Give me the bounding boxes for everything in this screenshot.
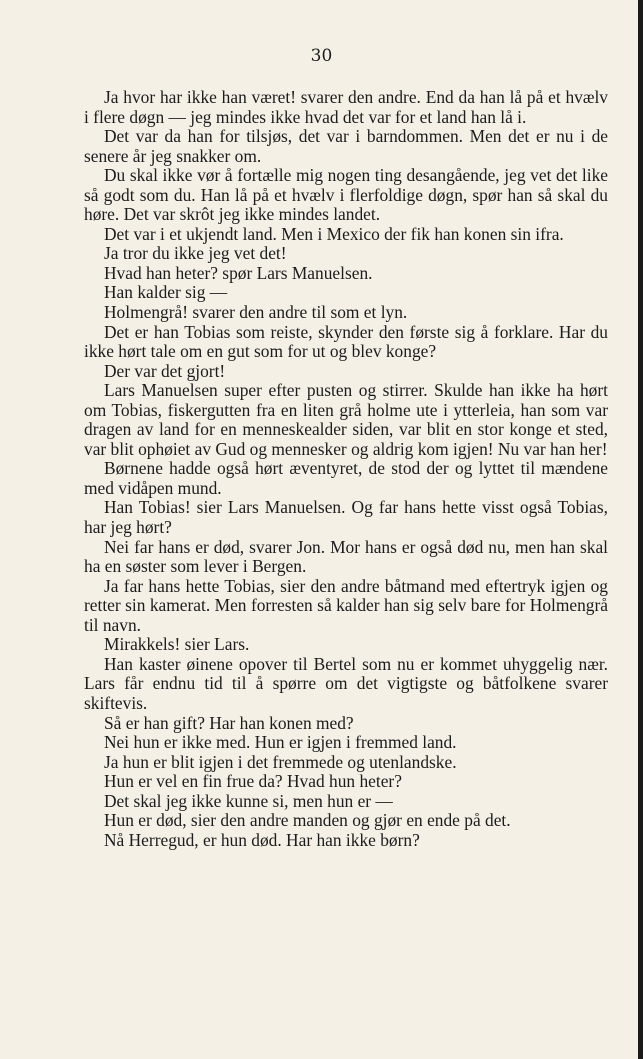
paragraph: Han Tobias! sier Lars Manuelsen. Og far hans hette visst også Tobias, har jeg hørt?	[84, 497, 608, 538]
paragraph: Lars Manuelsen super efter pusten og stirrer. Skulde han ikke ha hørt om Tobias, fiskergutten fra en liten grå holme ute i ytterleia, han som var dragen av land for en menneskealder siden, var blit en stor konge et sted, var blit ophøiet av Gud og mennesker og aldrig kom igjen! Nu var han her!	[84, 380, 608, 459]
paragraph: Ja hvor har ikke han været! svarer den andre. End da han lå på et hvælv i flere døgn — jeg mindes ikke hvad det var for et land han lå i.	[84, 87, 608, 127]
paragraph: Det skal jeg ikke kunne si, men hun er —	[104, 790, 393, 811]
paragraph: Det var da han for tilsjøs, det var i barndommen. Men det er nu i de senere år jeg snakker om.	[84, 126, 608, 166]
paragraph: Ja far hans hette Tobias, sier den andre båtmand med eftertryk igjen og retter sin kamerat. Men forresten så kalder han sig selv bare for Holmengrå til navn.	[84, 575, 608, 635]
paragraph: Der var det gjort!	[104, 360, 226, 381]
paragraph: Han kalder sig —	[104, 282, 228, 303]
paragraph: Det er han Tobias som reiste, skynder den første sig å forklare. Har du ikke hørt tale om en gut som for ut og blev konge?	[84, 321, 608, 362]
paragraph: Nei hun er ikke med. Hun er igjen i fremmed land.	[104, 732, 457, 753]
paragraph: Ja hun er blit igjen i det fremmede og utenlandske.	[104, 751, 457, 772]
paragraph: Så er han gift? Har han konen med?	[104, 712, 354, 733]
paragraph: Det var i et ukjendt land. Men i Mexico der fik han konen sin ifra.	[104, 223, 564, 244]
paragraph: Hvad han heter? spør Lars Manuelsen.	[104, 262, 373, 283]
paragraph: Nå Herregud, er hun død. Har han ikke børn?	[104, 829, 420, 850]
paragraph: Han kaster øinene opover til Bertel som nu er kommet uhyggelig nær. Lars får endnu tid til å spørre om det vigtigste og båtfolkene svarer skiftevis.	[84, 653, 608, 713]
paragraph: Mirakkels! sier Lars.	[104, 634, 250, 655]
paragraph: Hun er død, sier den andre manden og gjør en ende på det.	[104, 810, 511, 831]
paragraph: Du skal ikke vør å fortælle mig nogen ting desangående, jeg vet det like så godt som du. Han lå på et hvælv i flerfoldige døgn, spør han så skal du høre. Det var skrôt jeg ikke mindes landet.	[84, 165, 608, 225]
page-edge	[638, 0, 643, 1059]
paragraph: Ja tror du ikke jeg vet det!	[104, 243, 287, 264]
paragraph: Holmengrå! svarer den andre til som et lyn.	[104, 302, 408, 323]
body-text	[84, 88, 608, 850]
paragraph: Nei far hans er død, svarer Jon. Mor hans er også død nu, men han skal ha en søster som lever i Bergen.	[84, 536, 608, 577]
page-number: 30	[310, 46, 333, 66]
paragraph: Hun er vel en fin frue da? Hvad hun heter?	[104, 771, 402, 792]
paragraph: Børnene hadde også hørt æventyret, de stod der og lyttet til mændene med vidåpen mund.	[84, 458, 608, 498]
